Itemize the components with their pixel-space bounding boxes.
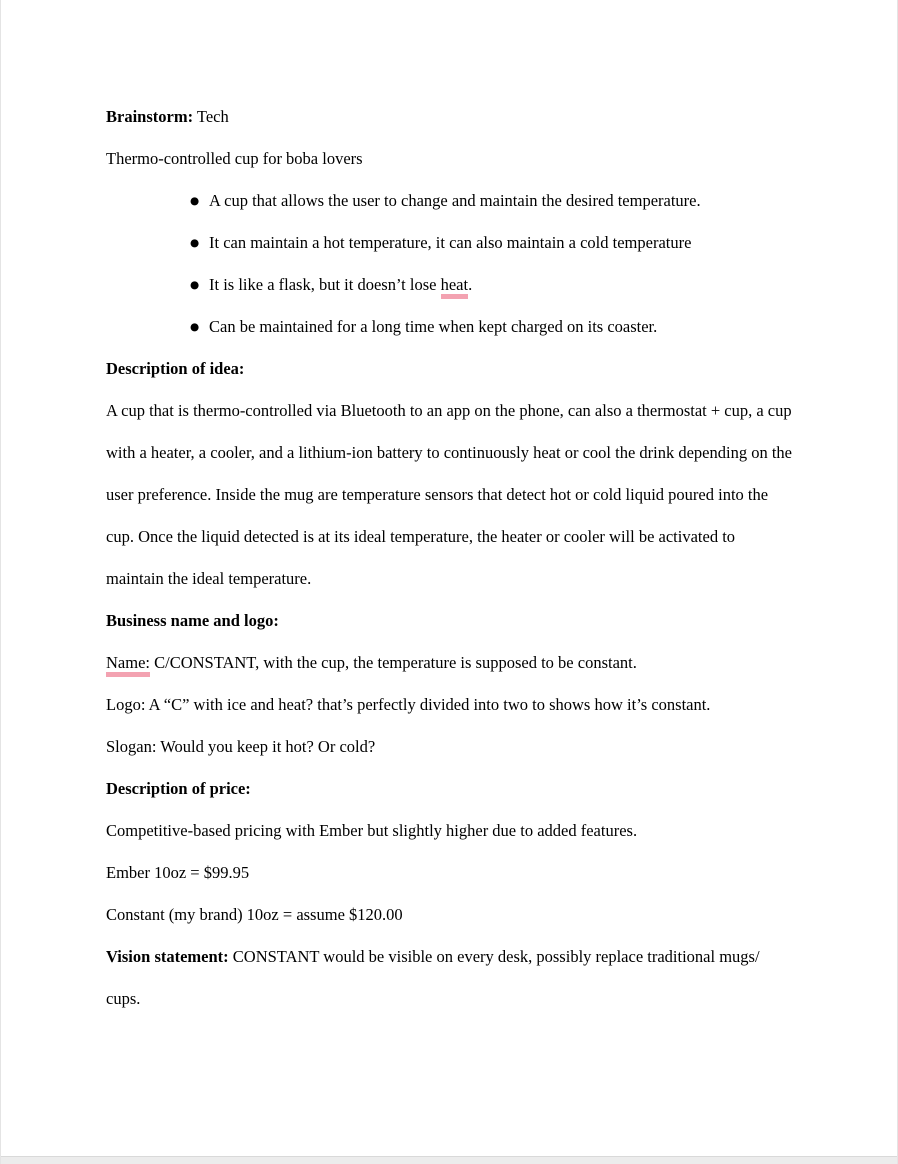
page-gap-divider — [1, 1156, 897, 1164]
para-subtitle[interactable]: Thermo-controlled cup for boba lovers — [106, 149, 363, 168]
bullet-text: It can maintain a hot temperature, it can also maintain a cold temperature — [209, 233, 692, 252]
bullet-icon: ● — [190, 279, 200, 291]
para-name[interactable] — [106, 642, 792, 684]
para-slogan[interactable]: Slogan: Would you keep it hot? Or cold? — [106, 737, 376, 756]
vision-label: Vision statement: — [106, 947, 229, 966]
para-constant-price[interactable]: Constant (my brand) 10oz = assume $120.00 — [106, 905, 403, 924]
bullet-item[interactable] — [106, 222, 792, 264]
para-brainstorm[interactable] — [106, 96, 792, 138]
para-logo[interactable]: Logo: A “C” with ice and heat? that’s perfectly divided into two to shows how it’s constant. — [106, 695, 711, 714]
bullet-icon: ● — [190, 321, 200, 333]
bullet-text: Can be maintained for a long time when kept charged on its coaster. — [209, 317, 658, 336]
suggested-edit-underline: heat — [441, 275, 468, 299]
name-text: C/CONSTANT, with the cup, the temperature is supposed to be constant. — [149, 653, 637, 672]
heading-description-of-price[interactable]: Description of price: — [106, 779, 251, 798]
para-pricing-strategy[interactable]: Competitive-based pricing with Ember but slightly higher due to added features. — [106, 821, 638, 840]
bullet-list — [106, 180, 792, 348]
brainstorm-label: Brainstorm: — [106, 107, 194, 126]
suggested-edit-underline: Name: — [106, 653, 150, 677]
bullet-text: A cup that allows the user to change and maintain the desired temperature. — [209, 191, 701, 210]
bullet-text — [209, 275, 472, 299]
heading-business-name-logo[interactable]: Business name and logo: — [106, 611, 279, 630]
bullet-item[interactable] — [106, 264, 792, 306]
para-ember-price[interactable]: Ember 10oz = $99.95 — [106, 863, 250, 882]
vision-text: CONSTANT would be visible on every desk, possibly replace traditional mugs/ cups. — [106, 947, 760, 1008]
para-vision-statement[interactable] — [106, 936, 792, 1020]
bullet-item[interactable] — [106, 180, 792, 222]
bullet-item[interactable] — [106, 306, 792, 348]
para-idea-description[interactable]: A cup that is thermo-controlled via Bluetooth to an app on the phone, can also a thermostat + cup, a cup with a heater, a cooler, and a lithium-ion battery to continuously heat or cool the drink depending on the user preference. Inside the mug are temperature sensors that detect hot or cold liquid poured into the cup. Once the liquid detected is at its ideal temperature, the heater or cooler will be activated to maintain the ideal temperature. — [106, 401, 792, 588]
bullet-text-pre: It is like a flask, but it doesn’t lose — [209, 275, 441, 294]
brainstorm-text: Tech — [193, 107, 229, 126]
bullet-icon: ● — [190, 195, 200, 207]
bullet-text-post: . — [468, 275, 473, 294]
document-body[interactable] — [1, 0, 897, 1020]
bullet-icon: ● — [190, 237, 200, 249]
heading-description-of-idea[interactable]: Description of idea: — [106, 359, 245, 378]
